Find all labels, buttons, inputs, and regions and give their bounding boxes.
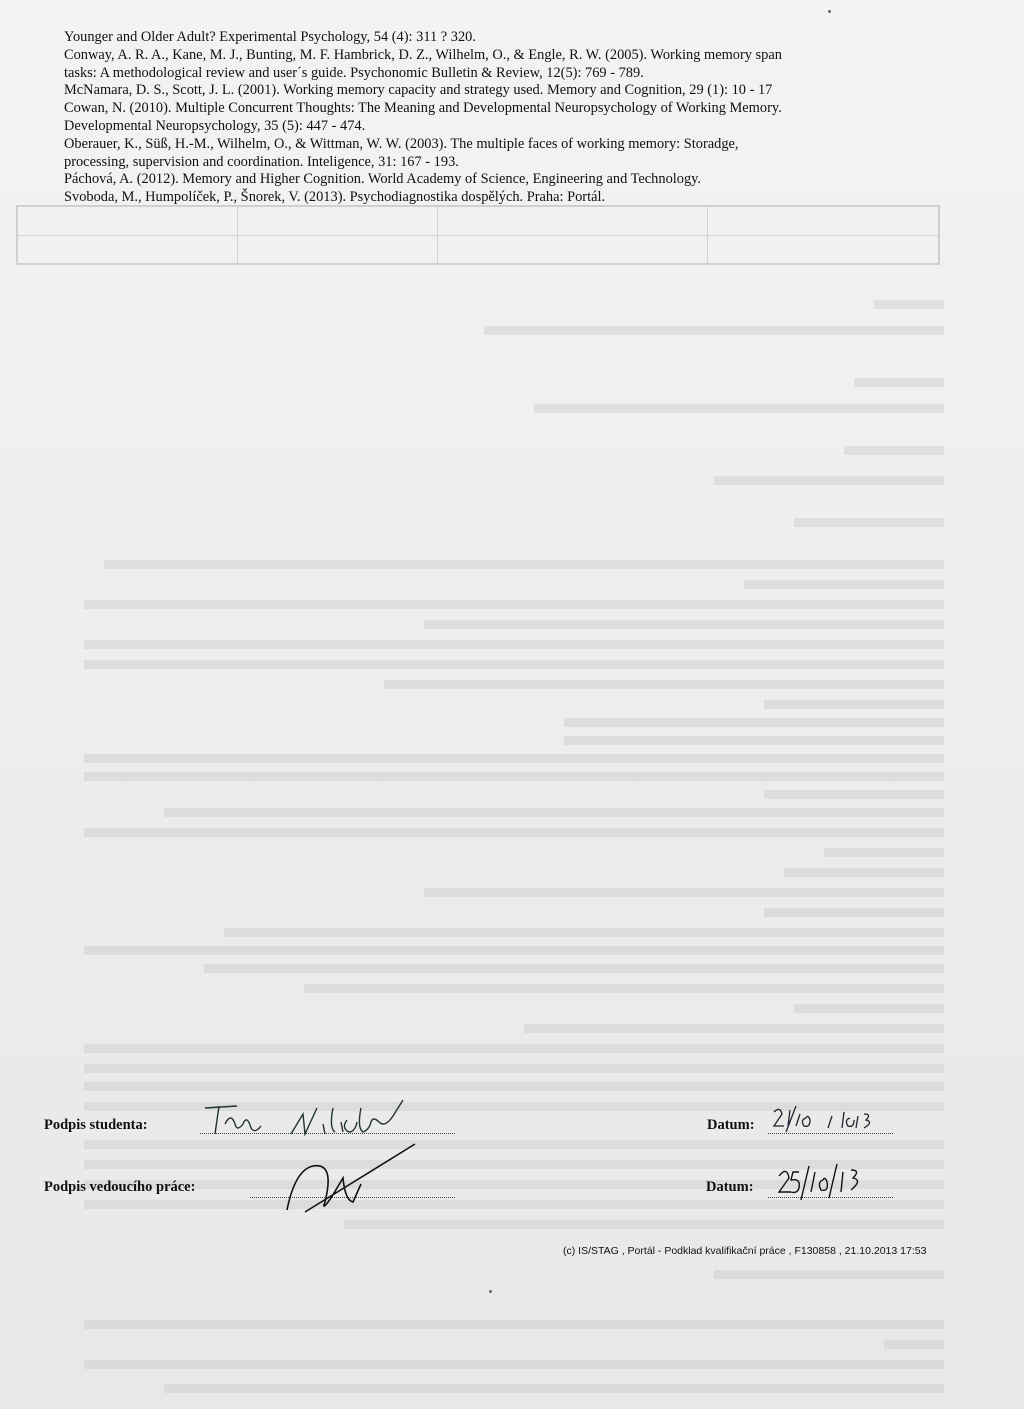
reference-entry-continuation: processing, supervision and coordination. Inteligence, 31: 167 - 193. (64, 153, 459, 170)
student-date-label: Datum: (707, 1117, 755, 1133)
supervisor-signature-label: Podpis vedoucího práce: (44, 1179, 196, 1195)
student-signature (195, 1094, 455, 1144)
supervisor-date-handwritten (775, 1162, 885, 1202)
student-date-handwritten (770, 1102, 890, 1136)
reference-entry: McNamara, D. S., Scott, J. L. (2001). Working memory capacity and strategy used. Memory and Cognition, 29 (1): 10 - 17 (64, 82, 773, 99)
reference-entry: Svoboda, M., Humpolíček, P., Šnorek, V. (2013). Psychodiagnostika dospělých. Praha: Portál. (64, 189, 606, 206)
scan-speck (828, 10, 831, 13)
reference-entry: Cowan, N. (2010). Multiple Concurrent Thoughts: The Meaning and Developmental Neuropsychology of Working Memory. (64, 100, 782, 117)
system-stamp: (c) IS/STAG , Portál - Podklad kvalifikační práce , F130858 , 21.10.2013 17:53 (563, 1245, 927, 1257)
reference-entry-continuation: tasks: A methodological review and user´s guide. Psychonomic Bulletin & Review, 12(5): 769 - 789. (64, 64, 644, 81)
reference-entry: Conway, A. R. A., Kane, M. J., Bunting, M. F. Hambrick, D. Z., Wilhelm, O., & Engle, R. W. (2005). Working memory span (64, 46, 782, 63)
reference-entry-continuation: Developmental Neuropsychology, 35 (5): 447 - 474. (64, 117, 366, 134)
reference-list (64, 29, 944, 207)
reference-entry: Younger and Older Adult? Experimental Psychology, 54 (4): 311 ? 320. (64, 29, 476, 45)
supervisor-date-label: Datum: (706, 1179, 754, 1195)
supervisor-signature (265, 1140, 425, 1220)
scan-speck (489, 1290, 492, 1293)
reference-entry: Páchová, A. (2012). Memory and Higher Cognition. World Academy of Science, Engineering and Technology. (64, 171, 702, 188)
reference-entry: Oberauer, K., Süß, H.-M., Wilhelm, O., & Wittman, W. W. (2003). The multiple faces of working memory: Storadge, (64, 135, 739, 152)
student-signature-label: Podpis studenta: (44, 1117, 148, 1133)
